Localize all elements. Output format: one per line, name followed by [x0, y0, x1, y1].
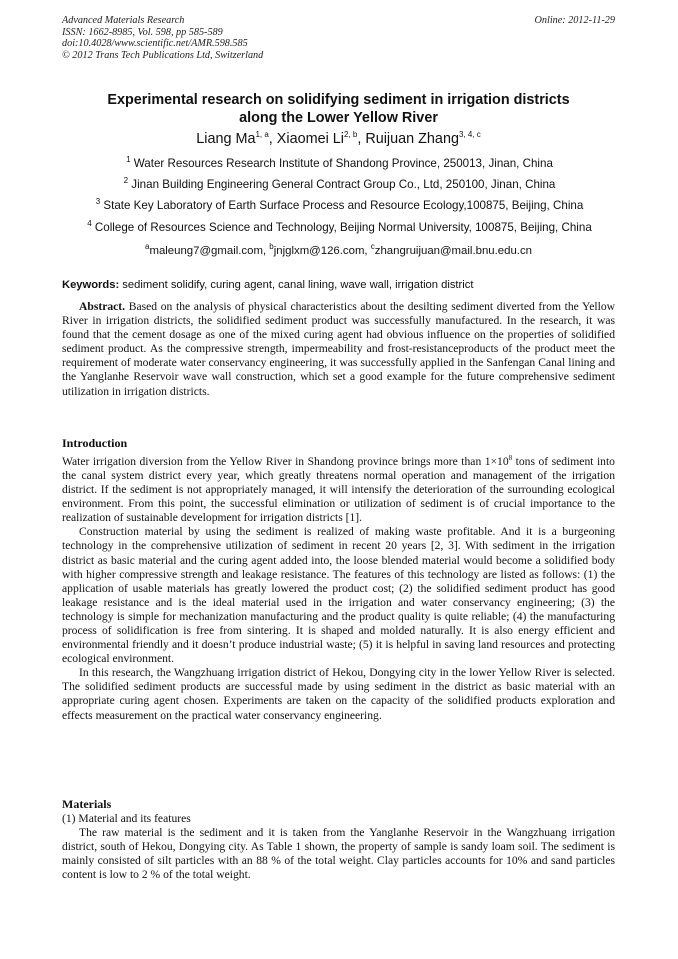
- email-sup: a: [145, 242, 150, 252]
- keywords: [62, 278, 622, 292]
- author-sep: ,: [357, 131, 366, 147]
- author-list: [62, 130, 615, 148]
- copyright-line: © 2012 Trans Tech Publications Ltd, Switzerland: [62, 49, 264, 61]
- journal-header: [62, 15, 615, 61]
- materials-subheading: (1) Material and its features: [62, 812, 191, 825]
- affiliation-num: 3: [95, 197, 101, 207]
- affiliation-text: Water Resources Research Institute of Shandong Province, 250013, Jinan, China: [133, 157, 553, 170]
- affiliation-num: 4: [87, 219, 92, 229]
- email-link[interactable]: jnjglxm@126.com,: [273, 245, 371, 257]
- email-sup: c: [370, 242, 375, 252]
- keywords-label: Keywords:: [62, 279, 120, 291]
- abstract: [62, 300, 615, 399]
- affiliation-num: 2: [123, 176, 129, 186]
- email-sup: b: [269, 242, 274, 252]
- email-link[interactable]: maleung7@gmail.com,: [149, 245, 270, 257]
- author-name: Ruijuan Zhang: [365, 131, 459, 147]
- affiliation-text: Jinan Building Engineering General Contract Group Co., Ltd, 250100, Jinan, China: [131, 178, 556, 191]
- intro-p1-text-a: Water irrigation diversion from the Yellow River in Shandong province brings more than 1×10: [62, 454, 509, 468]
- author-name: Xiaomei Li: [276, 131, 344, 147]
- introduction-heading: Introduction: [62, 436, 128, 450]
- affiliation-3: [58, 199, 621, 213]
- affiliation-1: [58, 157, 621, 171]
- title-line-1: Experimental research on solidifying sediment in irrigation districts: [107, 92, 570, 108]
- abstract-text: Based on the analysis of physical characteristics about the desilting sediment diverted from the Yellow River in irrigation districts, the solidified sediment product was successfully manufactured. In the research, it was found that the cement dosage as one of the mixed curing agent had obvious influence on the properties of solidified sediment product. As the compressive strength, impermeability and frost-resistanceproducts of the product meet the requirement of moderate water conservancy engineering, it was successfully applied in the Sanfengan Canal lining and the Yanglanhe Reservoir wave wall construction, which set a good example for the future comprehensive sediment utilization in irrigation districts.: [62, 300, 615, 398]
- intro-paragraph-2: Construction material by using the sediment is realized of making waste profitable. And it is a burgeoning technology in the comprehensive utilization of sediment in recent 20 years [2, 3]. With sediment in the irrigation district as basic material and the curing agent added into, the loose blended material would become a solidified body with higher compressive strength and leakage resistance. The features of this technology are listed as follows: (1) the application of usable materials has greatly lowered the product cost; (2) the solidified sediment product has good leakage resistance and is the ideal material used in the irrigation and water conservancy engineering; (3) the technology is simple for mechanization manufacturing and the product quality is quite reliable; (4) the manufacturing process of solidification is free from sintering. It is shaped and molded naturally. It is also energy efficient and environmental friendly and it doesn’t produce industrial waste; (5) it is helpful in saving land resources and protecting ecological environment.: [62, 525, 615, 666]
- abstract-label: Abstract.: [79, 300, 126, 313]
- author-sup: 2, b: [344, 130, 358, 140]
- online-date: Online: 2012-11-29: [534, 15, 615, 26]
- affiliation-4: [58, 221, 621, 235]
- author-sup: 1, a: [255, 130, 269, 140]
- email-list: [62, 244, 615, 258]
- doi-line: doi:10.4028/www.scientific.net/AMR.598.585: [62, 38, 248, 50]
- paper-title: [62, 91, 615, 127]
- title-line-2: along the Lower Yellow River: [239, 110, 438, 126]
- introduction-body: [62, 451, 615, 723]
- intro-p1-sup: 8: [508, 454, 513, 462]
- email-link[interactable]: zhangruijuan@mail.bnu.edu.cn: [374, 245, 532, 257]
- materials-body: [62, 826, 615, 882]
- author-sup: 3, 4, c: [458, 130, 481, 140]
- affiliation-text: State Key Laboratory of Earth Surface Process and Resource Ecology,100875, Beijing, China: [103, 199, 584, 212]
- affiliation-text: College of Resources Science and Technology, Beijing Normal University, 100875, Beijing, China: [94, 221, 592, 234]
- intro-p1-text-b: tons of sediment into the canal system district every year, which greatly threatens normal operation and management of the irrigation district. If the sediment is not appropriately managed, it will intensify the deterioration of the surrounding ecological environment. From this point, the successful elimination or utilization of sediment is of crucial importance to the realization of sustainable development for irrigation districts [1].: [62, 454, 615, 525]
- materials-paragraph-1: The raw material is the sediment and it is taken from the Yanglanhe Reservoir in the Wangzhuang irrigation district, south of Hekou, Dongying city. As Table 1 shown, the property of sample is sandy loam soil. The sediment is mainly consisted of silt particles with an 88 % of the total weight. Clay particles accounts for 10% and sand particles content is low to 2 % of the total weight.: [62, 826, 615, 882]
- author-sep: ,: [268, 131, 277, 147]
- affiliation-num: 1: [126, 155, 131, 165]
- journal-name: Advanced Materials Research: [62, 15, 185, 26]
- intro-paragraph-1: [62, 451, 615, 525]
- keywords-text: sediment solidify, curing agent, canal lining, wave wall, irrigation district: [119, 279, 474, 291]
- issn-line: ISSN: 1662-8985, Vol. 598, pp 585-589: [62, 26, 223, 38]
- intro-paragraph-3: In this research, the Wangzhuang irrigation district of Hekou, Dongying city in the lower Yellow River is selected. The solidified sediment products are successful made by using sediment in the district as basic material with an appropriate curing agent chosen. Experiments are taken on the capacity of the solidified products exploration and effects measurement on the practical water conservancy engineering.: [62, 666, 615, 722]
- author-name: Liang Ma: [196, 131, 256, 147]
- materials-heading: Materials: [62, 797, 112, 811]
- affiliation-2: [58, 178, 621, 192]
